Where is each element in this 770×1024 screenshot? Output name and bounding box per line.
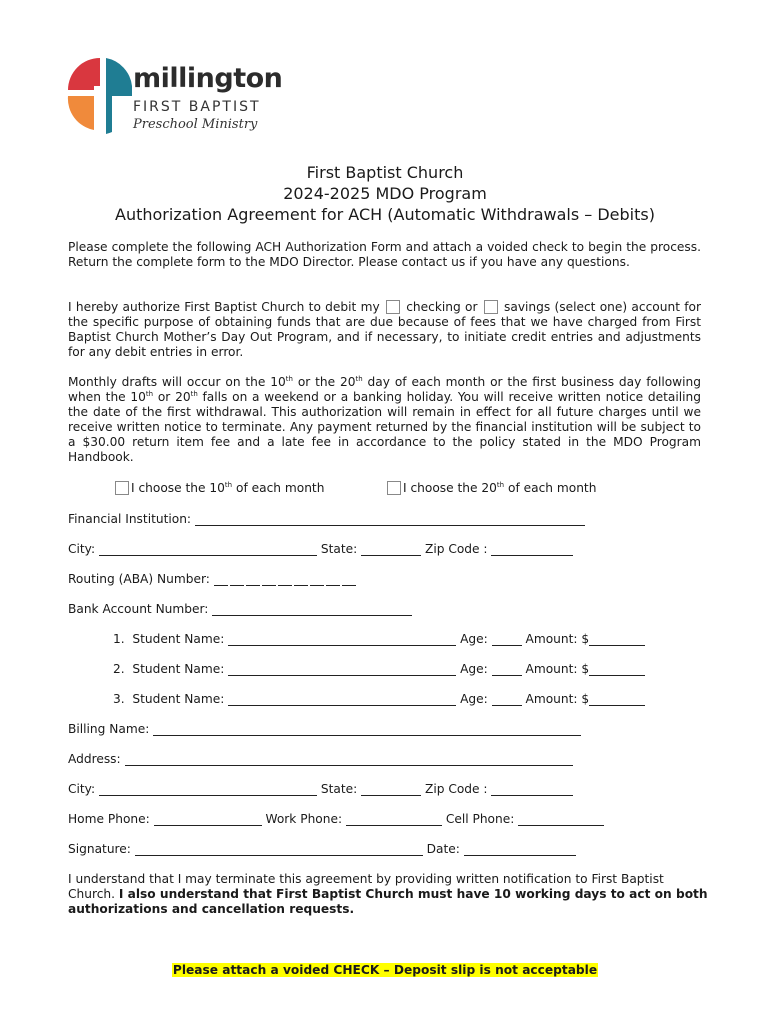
authorize-paragraph bbox=[68, 300, 701, 360]
student-3-age-field[interactable] bbox=[492, 693, 522, 706]
logo-orange-segment bbox=[68, 96, 94, 130]
student-1-name-field[interactable] bbox=[228, 633, 456, 646]
cell-phone-label: Cell Phone: bbox=[445, 812, 515, 826]
attach-check-text: Please attach a voided CHECK – Deposit slip is not acceptable bbox=[172, 963, 598, 977]
monthly-sup-2: th bbox=[355, 374, 363, 383]
choice-10th-label-b: of each month bbox=[232, 481, 325, 495]
bank-state-field[interactable] bbox=[361, 543, 421, 556]
student-1-age-field[interactable] bbox=[492, 633, 522, 646]
bank-account-field[interactable] bbox=[212, 603, 412, 616]
terminate-bold-text: I also understand that First Baptist Church must have 10 working days to act on both authorizations and cancellation requests. bbox=[68, 887, 708, 916]
title-line-1: First Baptist Church bbox=[306, 163, 464, 182]
monthly-text-c: day of each month or the first business day following when the 10 bbox=[68, 375, 701, 404]
billing-name-label: Billing Name: bbox=[68, 722, 150, 736]
checking-checkbox[interactable] bbox=[386, 300, 400, 314]
choice-20th-sup: th bbox=[496, 480, 505, 489]
student-row-1 bbox=[113, 631, 645, 647]
routing-row bbox=[68, 571, 358, 587]
bank-zip-field[interactable] bbox=[491, 543, 573, 556]
choice-20th-label-b: of each month bbox=[504, 481, 597, 495]
choice-10th-label-a: I choose the 10 bbox=[131, 481, 225, 495]
student-2-amount-label: Amount: $ bbox=[525, 662, 590, 676]
savings-text: savings (select one) account for the specific purpose of obtaining funds that are due because of fees that we have charged from First Baptist Church Mother’s Day Out Program, and if necessary, to initiate credit entries and adjustments for any debit entries in error. bbox=[68, 300, 702, 359]
student-3-age-label: Age: bbox=[460, 692, 488, 706]
bank-city-label: City: bbox=[68, 542, 96, 556]
work-phone-field[interactable] bbox=[346, 813, 442, 826]
bank-state-label: State: bbox=[320, 542, 358, 556]
student-1-label: Student Name: bbox=[132, 632, 225, 646]
choice-10th-sup: th bbox=[224, 480, 233, 489]
billing-name-field[interactable] bbox=[153, 723, 581, 736]
billing-name-row bbox=[68, 721, 581, 737]
bank-city-field[interactable] bbox=[99, 543, 317, 556]
checking-label: checking or bbox=[406, 300, 478, 314]
title-line-3: Authorization Agreement for ACH (Automatic Withdrawals – Debits) bbox=[115, 205, 655, 224]
monthly-paragraph bbox=[68, 375, 701, 465]
date-label: Date: bbox=[426, 842, 460, 856]
bank-account-label: Bank Account Number: bbox=[68, 602, 209, 616]
student-2-number: 2. bbox=[113, 662, 125, 676]
monthly-sup-3: th bbox=[145, 389, 154, 398]
student-3-number: 3. bbox=[113, 692, 125, 706]
savings-checkbox[interactable] bbox=[484, 300, 498, 314]
home-phone-field[interactable] bbox=[154, 813, 262, 826]
billing-zip-label: Zip Code : bbox=[424, 782, 488, 796]
address-label: Address: bbox=[68, 752, 121, 766]
bank-city-row bbox=[68, 541, 573, 557]
signature-row bbox=[68, 841, 576, 857]
attach-check-note bbox=[0, 962, 770, 978]
student-3-name-field[interactable] bbox=[228, 693, 456, 706]
billing-state-label: State: bbox=[320, 782, 358, 796]
choice-20th-label-a: I choose the 20 bbox=[403, 481, 497, 495]
financial-institution-label: Financial Institution: bbox=[68, 512, 192, 526]
billing-city-row bbox=[68, 781, 573, 797]
billing-zip-field[interactable] bbox=[491, 783, 573, 796]
student-1-age-label: Age: bbox=[460, 632, 488, 646]
choice-10th-checkbox[interactable] bbox=[115, 481, 129, 495]
authorize-text-start: I hereby authorize First Baptist Church to debit my bbox=[68, 300, 380, 314]
logo-text bbox=[133, 64, 282, 134]
student-3-label: Student Name: bbox=[132, 692, 225, 706]
logo-subtitle: FIRST BAPTIST bbox=[133, 99, 261, 115]
monthly-text-e: falls on a weekend or a banking holiday. You will receive written notice detailing the date of the first withdrawal. This authorization will remain in effect for all future charges until we receive written notice to terminate. Any payment returned by the financial institution will be subject to a $30.00 return item fee and a late fee in accordance to the policy stated in the MDO Program Handbook. bbox=[68, 390, 701, 464]
student-row-3 bbox=[113, 691, 645, 707]
logo-name: millington bbox=[133, 63, 283, 94]
bank-zip-label: Zip Code : bbox=[424, 542, 488, 556]
signature-field[interactable] bbox=[135, 843, 423, 856]
student-1-number: 1. bbox=[113, 632, 125, 646]
logo-teal-segment bbox=[106, 58, 132, 134]
student-2-label: Student Name: bbox=[132, 662, 225, 676]
billing-city-label: City: bbox=[68, 782, 96, 796]
address-field[interactable] bbox=[125, 753, 573, 766]
title-line-2: 2024-2025 MDO Program bbox=[283, 184, 487, 203]
address-row bbox=[68, 751, 573, 767]
cell-phone-field[interactable] bbox=[518, 813, 604, 826]
student-1-amount-field[interactable] bbox=[589, 633, 645, 646]
home-phone-label: Home Phone: bbox=[68, 812, 150, 826]
billing-city-field[interactable] bbox=[99, 783, 317, 796]
financial-institution-field[interactable] bbox=[195, 513, 585, 526]
phone-row bbox=[68, 811, 604, 827]
choice-20th bbox=[385, 480, 596, 496]
logo-tagline: Preschool Ministry bbox=[133, 117, 258, 132]
monthly-sup-1: th bbox=[285, 374, 293, 383]
student-2-age-field[interactable] bbox=[492, 663, 522, 676]
student-2-amount-field[interactable] bbox=[589, 663, 645, 676]
monthly-text-b: or the 20 bbox=[292, 375, 356, 389]
student-3-amount-field[interactable] bbox=[589, 693, 645, 706]
work-phone-label: Work Phone: bbox=[265, 812, 343, 826]
terminate-paragraph bbox=[68, 872, 708, 917]
billing-state-field[interactable] bbox=[361, 783, 421, 796]
monthly-text-d: or 20 bbox=[153, 390, 191, 404]
date-field[interactable] bbox=[464, 843, 576, 856]
monthly-sup-4: th bbox=[190, 389, 198, 398]
financial-institution-row bbox=[68, 511, 585, 527]
cross-logo-icon bbox=[66, 56, 132, 136]
signature-label: Signature: bbox=[68, 842, 131, 856]
choice-10th bbox=[113, 480, 324, 496]
bank-account-row bbox=[68, 601, 412, 617]
routing-label: Routing (ABA) Number: bbox=[68, 572, 210, 586]
student-1-amount-label: Amount: $ bbox=[525, 632, 590, 646]
intro-paragraph: Please complete the following ACH Authorization Form and attach a voided check to begin the process. Return the complete form to the MDO Director. Please contact us if you have any questions. bbox=[68, 240, 701, 269]
student-2-name-field[interactable] bbox=[228, 663, 456, 676]
logo-red-segment bbox=[68, 58, 100, 90]
routing-digit-fields[interactable] bbox=[214, 572, 358, 586]
student-3-amount-label: Amount: $ bbox=[525, 692, 590, 706]
student-row-2 bbox=[113, 661, 645, 677]
terminate-text: I understand that I may terminate this agreement by providing written notification to First Baptist Church. bbox=[68, 872, 664, 901]
logo bbox=[66, 56, 283, 146]
monthly-text-a: Monthly drafts will occur on the 10 bbox=[68, 375, 286, 389]
choice-20th-checkbox[interactable] bbox=[387, 481, 401, 495]
student-2-age-label: Age: bbox=[460, 662, 488, 676]
